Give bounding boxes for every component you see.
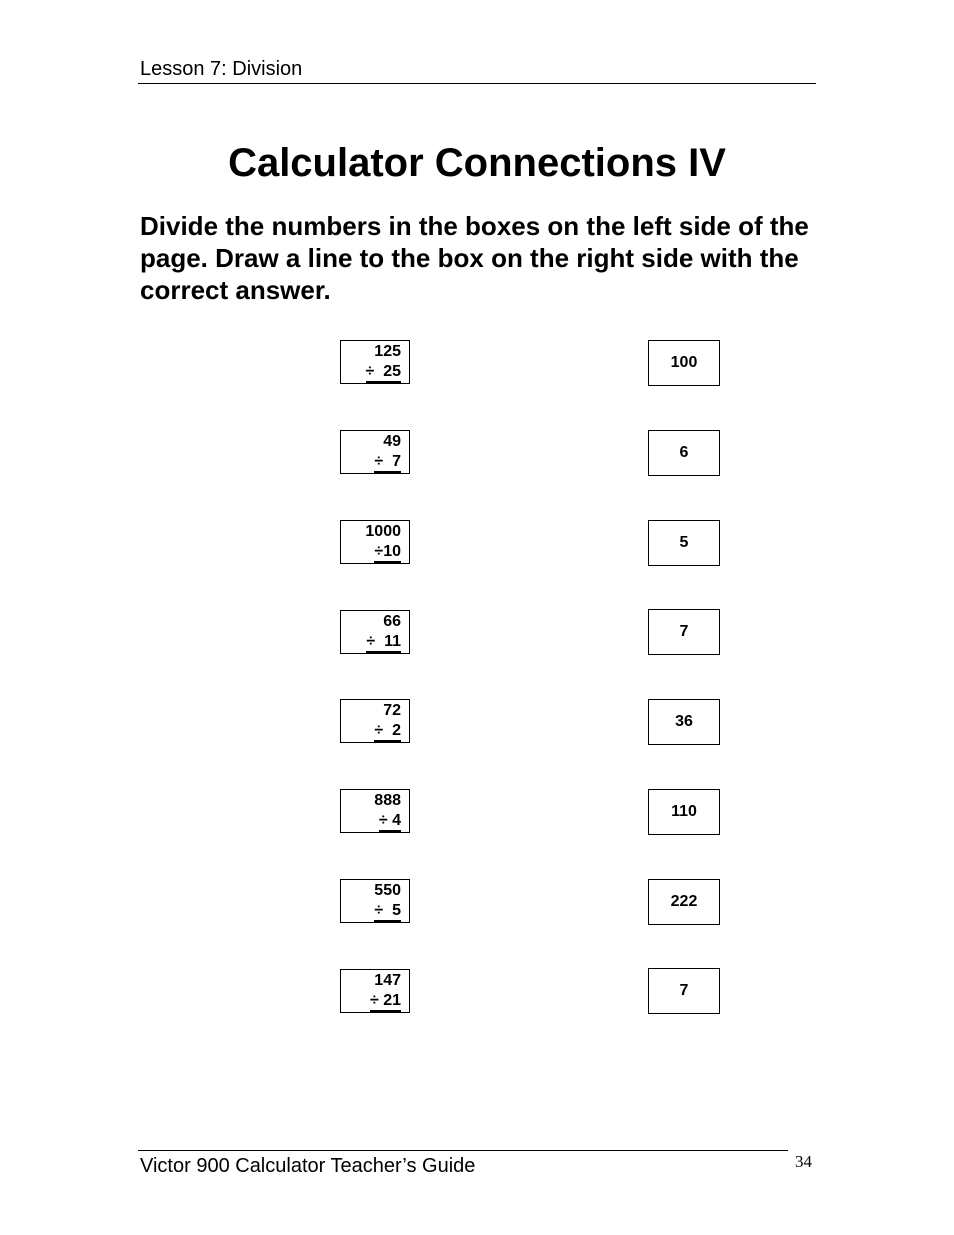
footer-divider bbox=[138, 1150, 788, 1151]
answer-box[interactable]: 36 bbox=[648, 699, 720, 745]
answer-box[interactable]: 6 bbox=[648, 430, 720, 476]
dividend: 1000 bbox=[365, 523, 401, 540]
problem-box[interactable] bbox=[340, 520, 410, 564]
divisor: ÷ 4 bbox=[379, 811, 401, 832]
page-title: Calculator Connections IV bbox=[228, 141, 726, 185]
dividend: 72 bbox=[383, 702, 401, 719]
dividend: 66 bbox=[383, 613, 401, 630]
dividend: 147 bbox=[374, 972, 401, 989]
answer-box[interactable]: 5 bbox=[648, 520, 720, 566]
divisor: ÷ 5 bbox=[374, 901, 401, 922]
divisor: ÷ 21 bbox=[370, 991, 401, 1012]
answer-box[interactable]: 222 bbox=[648, 879, 720, 925]
answer-box[interactable]: 7 bbox=[648, 609, 720, 655]
divisor: ÷ 11 bbox=[366, 632, 401, 653]
answer-box[interactable]: 110 bbox=[648, 789, 720, 835]
divisor: ÷ 7 bbox=[374, 452, 401, 473]
guide-title: Victor 900 Calculator Teacher’s Guide bbox=[140, 1155, 476, 1177]
problem-box[interactable] bbox=[340, 699, 410, 743]
page-number: 34 bbox=[795, 1152, 812, 1171]
answer-box[interactable]: 7 bbox=[648, 968, 720, 1014]
problem-box[interactable] bbox=[340, 340, 410, 384]
lesson-heading: Lesson 7: Division bbox=[140, 58, 303, 80]
dividend: 125 bbox=[374, 343, 401, 360]
problem-box[interactable] bbox=[340, 610, 410, 654]
divisor: ÷10 bbox=[374, 542, 401, 563]
problem-box[interactable] bbox=[340, 879, 410, 923]
problem-box[interactable] bbox=[340, 789, 410, 833]
problem-box[interactable] bbox=[340, 430, 410, 474]
answer-box[interactable]: 100 bbox=[648, 340, 720, 386]
problem-box[interactable] bbox=[340, 969, 410, 1013]
dividend: 550 bbox=[374, 882, 401, 899]
header-divider bbox=[138, 83, 816, 84]
divisor: ÷ 25 bbox=[366, 362, 401, 383]
dividend: 888 bbox=[374, 792, 401, 809]
dividend: 49 bbox=[383, 433, 401, 450]
divisor: ÷ 2 bbox=[374, 721, 401, 742]
instructions-text: Divide the numbers in the boxes on the left side of the page. Draw a line to the box on the right side with the correct answer. bbox=[140, 211, 809, 305]
